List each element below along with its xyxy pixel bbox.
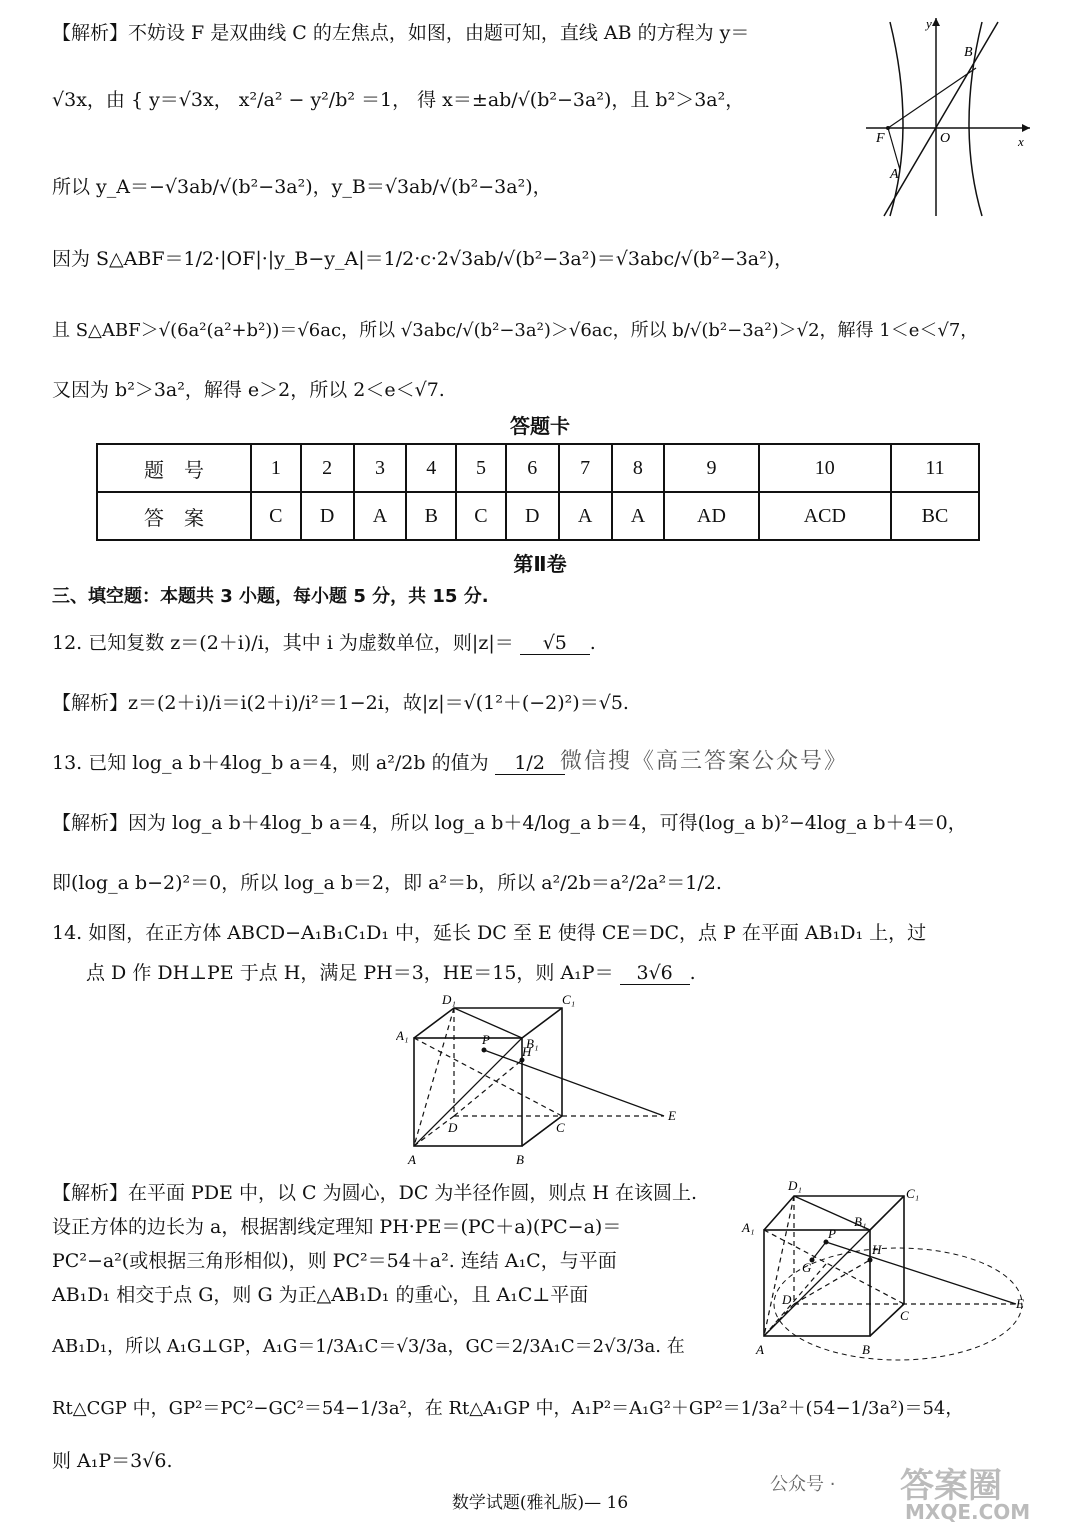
cube1-label-B: B	[516, 1152, 524, 1167]
solution-14-line-5: AB₁D₁，所以 A₁G⊥GP，A₁G＝1/3A₁C＝√3/3a，GC＝2/3A₁C＝2√3/3a. 在	[52, 1336, 685, 1357]
solution-14-line-2: 设正方体的边长为 a，根据割线定理知 PH·PE＝(PC＋a)(PC−a)＝	[52, 1216, 622, 1238]
cube2-label-A: A	[756, 1342, 764, 1357]
watermark-site: MXQE.COM	[905, 1500, 1031, 1524]
cube2-label-B: B	[862, 1342, 870, 1357]
cube2-label-A1: A₁	[742, 1220, 755, 1235]
number-cell: 10	[759, 444, 891, 492]
number-cell: 3	[354, 444, 407, 492]
answer-14: 3√6	[620, 962, 690, 985]
cube1-label-C1: C₁	[562, 992, 576, 1007]
cube1-label-A: A	[408, 1152, 416, 1167]
volume-2-title: 第Ⅱ卷	[513, 552, 567, 576]
answer-cell: D	[506, 492, 559, 540]
solution-14-line-3: PC²−a²(或根据三角形相似)，则 PC²＝54＋a². 连结 A₁C，与平面	[52, 1250, 617, 1272]
table-row-answers	[97, 492, 979, 540]
cube2-label-E: E	[1016, 1296, 1024, 1311]
analysis-line-5: 且 S△ABF＞√(6a²(a²+b²))＝√6ac，所以 √3abc/√(b²−3a²)＞√6ac，所以 b/√(b²−3a²)＞√2，解得 1＜e＜√7，	[52, 320, 979, 341]
question-13: 13. 已知 log_a b＋4log_b a＝4，则 a²/2b 的值为 1/2	[52, 748, 565, 775]
answer-cell: AD	[664, 492, 758, 540]
number-cell: 1	[251, 444, 301, 492]
answer-cell: BC	[891, 492, 979, 540]
label-F: F	[876, 131, 885, 146]
watermark-account: 公众号 ·	[770, 1474, 836, 1495]
analysis-line-1: 【解析】不妨设 F 是双曲线 C 的左焦点，如图，由题可知，直线 AB 的方程为 y＝	[52, 22, 750, 44]
question-14-line-1: 14. 如图，在正方体 ABCD−A₁B₁C₁D₁ 中，延长 DC 至 E 使得 CE＝DC，点 P 在平面 AB₁D₁ 上，过	[52, 922, 927, 944]
label-x: x	[1018, 134, 1024, 149]
number-cell: 7	[559, 444, 612, 492]
cube2-label-H: H	[872, 1242, 882, 1257]
label-A: A	[890, 167, 899, 182]
answer-cell: C	[456, 492, 506, 540]
cube2-label-B1: B₁	[854, 1214, 867, 1229]
cube-figure-2	[740, 1174, 1030, 1364]
analysis-line-6: 又因为 b²＞3a²，解得 e＞2，所以 2＜e＜√7.	[52, 379, 445, 401]
number-cell: 2	[301, 444, 354, 492]
label-B: B	[964, 45, 973, 60]
number-cell: 11	[891, 444, 979, 492]
number-cell: 5	[456, 444, 506, 492]
cube1-label-D: D	[448, 1120, 458, 1135]
label-O: O	[940, 131, 951, 146]
watermark-brand: 答案圈	[900, 1466, 1002, 1506]
cube1-label-D1: D₁	[442, 992, 456, 1007]
analysis-line-4: 因为 S△ABF＝1/2·|OF|·|y_B−y_A|＝1/2·c·2√3ab/√(b²−3a²)＝√3abc/√(b²−3a²)，	[52, 248, 794, 270]
solution-13-line-2: 即(log_a b−2)²＝0，所以 log_a b＝2，即 a²＝b，所以 a²/2b＝a²/2a²＝1/2.	[52, 872, 722, 894]
label-y: y	[926, 16, 932, 31]
number-cell: 4	[406, 444, 456, 492]
solution-13-line-1: 【解析】因为 log_a b＋4log_b a＝4，所以 log_a b＋4/log_a b＝4，可得(log_a b)²−4log_a b＋4＝0，	[52, 812, 967, 834]
cube-figure-1	[396, 990, 696, 1170]
question-14-line-2: 点 D 作 DH⊥PE 于点 H，满足 PH＝3，HE＝15，则 A₁P＝ 3√6 .	[86, 962, 696, 984]
solution-12: 【解析】z＝(2＋i)/i＝i(2＋i)/i²＝1−2i，故|z|＝√(1²＋(−2)²)＝√5.	[52, 692, 629, 714]
solution-14-line-4: AB₁D₁ 相交于点 G，则 G 为正△AB₁D₁ 的重心，且 A₁C⊥平面	[52, 1284, 589, 1306]
solution-14-line-7: 则 A₁P＝3√6.	[52, 1450, 173, 1472]
answer-cell: B	[406, 492, 456, 540]
solution-14-line-1: 【解析】在平面 PDE 中，以 C 为圆心，DC 为半径作圆，则点 H 在该圆上.	[52, 1182, 698, 1204]
number-cell: 9	[664, 444, 758, 492]
analysis-line-3: 所以 y_A＝−√3ab/√(b²−3a²)，y_B＝√3ab/√(b²−3a²)，	[52, 176, 552, 198]
answer-13: 1/2	[495, 752, 565, 775]
section-3-heading: 三、填空题：本题共 3 小题，每小题 5 分，共 15 分.	[52, 586, 489, 607]
cube1-label-H: H	[522, 1044, 532, 1059]
answer-cell: ACD	[759, 492, 891, 540]
cube2-label-P: P	[828, 1226, 836, 1241]
table-row-numbers	[97, 444, 979, 492]
number-cell: 8	[612, 444, 665, 492]
watermark-stamp: 微信搜《高三答案公众号》	[560, 749, 849, 774]
page-footer: 数学试题(雅礼版)— 16	[451, 1493, 629, 1513]
cube2-label-D: D	[782, 1292, 792, 1307]
row-label-answers: 答 案	[97, 492, 251, 540]
cube1-label-B1: B₁	[526, 1036, 539, 1051]
cube1-label-A1: A₁	[396, 1028, 409, 1043]
cube2-label-D1: D₁	[788, 1178, 802, 1193]
answer-cell: A	[354, 492, 407, 540]
cube2-label-G: G	[802, 1260, 812, 1275]
cube1-label-P: P	[482, 1032, 490, 1047]
solution-14-line-6: Rt△CGP 中，GP²＝PC²−GC²＝54−1/3a²，在 Rt△A₁GP 中，A₁P²＝A₁G²＋GP²＝1/3a²＋(54−1/3a²)＝54，	[52, 1398, 964, 1419]
cube1-label-C: C	[556, 1120, 565, 1135]
cube2-label-C: C	[900, 1308, 909, 1323]
row-label-numbers: 题 号	[97, 444, 251, 492]
question-12: 12. 已知复数 z＝(2＋i)/i，其中 i 为虚数单位，则|z|＝ √5 .	[52, 632, 596, 654]
answer-cell: A	[612, 492, 665, 540]
hyperbola-figure	[858, 12, 1038, 222]
cube1-label-E: E	[668, 1108, 676, 1123]
cube2-label-C1: C₁	[906, 1186, 920, 1201]
number-cell: 6	[506, 444, 559, 492]
answer-card-title: 答题卡	[510, 414, 570, 438]
answer-cell: C	[251, 492, 301, 540]
analysis-line-2: √3x，由 { y＝√3x， x²/a² − y²/b² ＝1， 得 x＝±ab/√(b²−3a²)，且 b²＞3a²，	[52, 89, 745, 111]
answer-cell: D	[301, 492, 354, 540]
answer-12: √5	[520, 632, 590, 655]
answer-cell: A	[559, 492, 612, 540]
answer-card-table	[96, 443, 980, 541]
